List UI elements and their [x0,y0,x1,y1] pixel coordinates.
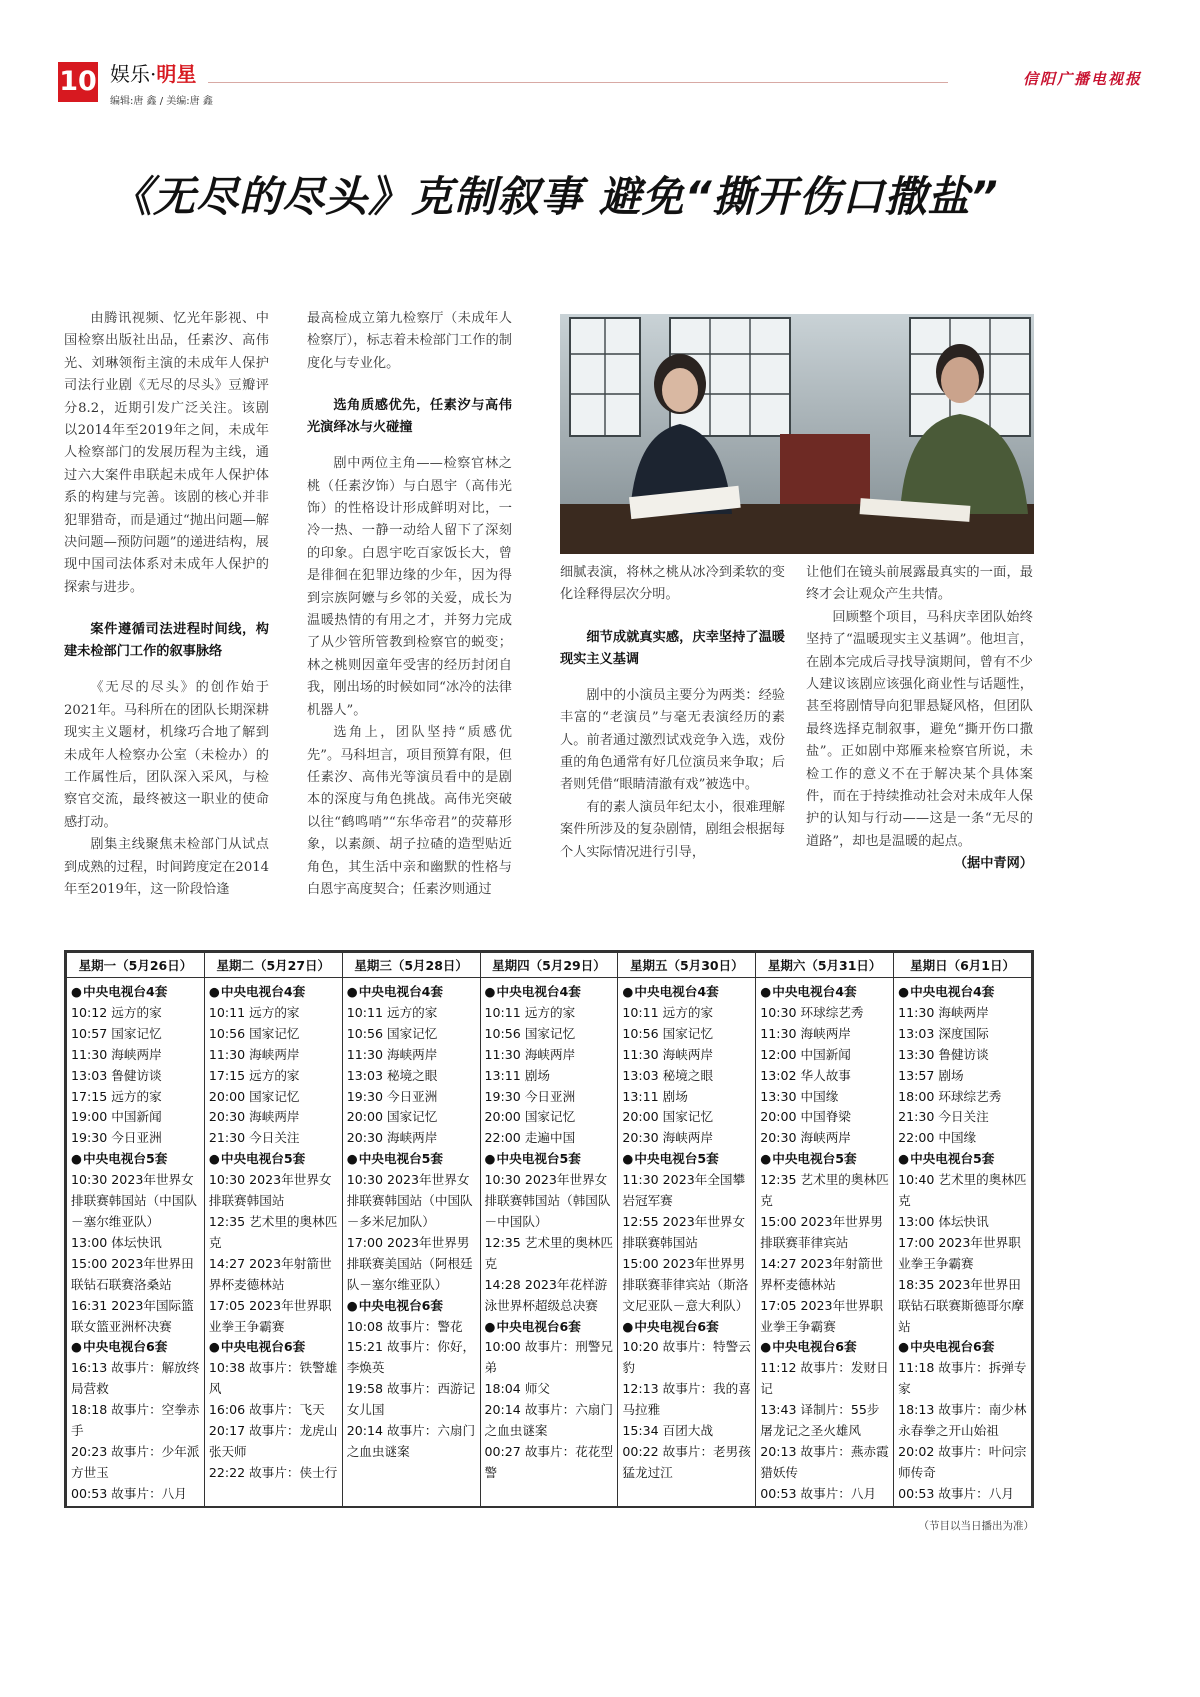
program-item: 13:43 译制片：55步屠龙记之圣火雄风 [760,1402,880,1439]
program-item: 10:38 故事片：铁警雄风 [208,1360,338,1397]
program-item: 20:30 海峡两岸 [208,1109,300,1125]
paragraph: 有的素人演员年纪太小，很难理解案件所涉及的复杂剧情，剧组会根据每个人实际情况进行引导， [560,799,785,860]
paragraph: 由腾讯视频、忆光年影视、中国检察出版社出品，任素汐、高伟光、刘琳领衔主演的未成年人保护司法行业剧《无尽的尽头》豆瓣评分8.2，近期引发广泛关注。该剧以2014年至2019年之间，未成年人检察部门的发展历程为主线，通过六大案件串联起未成年人保护体系的构建与完善。该剧的核心并非犯罪猎奇，而是通过“抛出问题—解决问题—预防问题”的递进结构，展现中国司法体系对未成年人保护的探索与进步。 [64,311,269,595]
schedule-day-header: 星期五（5月30日） [618,953,756,978]
channel-name: ● 中央电视台5套 [898,1149,1028,1170]
program-item: 15:34 百团大战 [622,1423,714,1439]
program-item: 10:11 远方的家 [346,1004,438,1020]
channel-name: ● 中央电视台5套 [347,1149,477,1170]
headline: 《无尽的尽头》克制叙事 避免“撕开伤口撒盐” [110,172,999,221]
program-item: 17:15 远方的家 [208,1067,300,1083]
channel-name: ● 中央电视台6套 [760,1337,890,1358]
page-number: 10 [58,62,98,102]
paragraph: 让他们在镜头前展露最真实的一面，最终才会让观众产生共情。 [806,565,1033,603]
program-item: 17:00 2023年世界职业拳王争霸赛 [898,1234,1021,1271]
photo-illustration [560,314,1034,554]
channel-name: ● 中央电视台4套 [209,982,339,1003]
schedule-body-row [67,978,1032,1507]
program-item: 19:00 中国新闻 [71,1109,162,1125]
program-item: 20:00 国家记忆 [622,1109,714,1125]
section-subname: 明星 [156,62,197,86]
article-column-3 [560,562,785,864]
schedule-day-column [67,978,205,1507]
program-item: 18:13 故事片：南少林永春拳之开山始祖 [898,1402,1027,1439]
program-item: 19:30 今日亚洲 [484,1088,576,1104]
article-column-1 [64,308,269,901]
program-item: 00:27 故事片：花花型警 [484,1443,613,1480]
program-item: 11:30 海峡两岸 [208,1046,300,1062]
program-item: 12:13 故事片：我的喜马拉雅 [622,1381,751,1418]
schedule-day-column [756,978,894,1507]
program-item: 13:30 鲁健访谈 [898,1046,989,1062]
schedule-day-header: 星期日（6月1日） [894,953,1032,978]
channel-name: ● 中央电视台4套 [898,982,1028,1003]
channel-name: ● 中央电视台6套 [209,1337,339,1358]
channel-name: ● 中央电视台4套 [622,982,752,1003]
program-item: 11:30 海峡两岸 [71,1046,162,1062]
program-item: 16:13 故事片：解放终局营救 [71,1360,200,1397]
schedule-day-column [480,978,618,1507]
channel-name: ● 中央电视台6套 [71,1337,201,1358]
program-item: 10:20 故事片：特警云豹 [622,1339,751,1376]
program-item: 20:23 故事片：少年派方世玉 [71,1443,200,1480]
schedule-day-column [894,978,1032,1507]
schedule-day-header: 星期六（5月31日） [756,953,894,978]
channel-name: ● 中央电视台6套 [622,1317,752,1338]
program-item: 11:30 海峡两岸 [898,1004,989,1020]
channel-name: ● 中央电视台6套 [898,1337,1028,1358]
paragraph: 回顾整个项目，马科庆幸团队始终坚持了“温暖现实主义基调”。他坦言，在剧本完成后寻找导演期间，曾有不少人建议该剧应该强化商业性与话题性，甚至将剧情导向犯罪悬疑风格，但团队最终选择克制叙事，避免“撕开伤口撒盐”。正如剧中郑雁来检察官所说，未检工作的意义不在于解决某个具体案件，而在于持续推动社会对未成年人保护的认知与行动——这是一条“无尽的道路”，却也是温暖的起点。 [806,609,1033,849]
program-item: 13:00 体坛快讯 [71,1234,162,1250]
schedule-day-header: 星期四（5月29日） [480,953,618,978]
header-divider [208,82,948,83]
program-item: 10:11 远方的家 [208,1004,300,1020]
program-item: 15:00 2023年世界男排联赛菲律宾站 [760,1213,883,1250]
program-item: 11:30 2023年全国攀岩冠军赛 [622,1172,746,1209]
tv-schedule-table [66,952,1032,1506]
program-item: 10:56 国家记忆 [208,1025,300,1041]
program-item: 22:22 故事片：侠士行 [208,1464,338,1480]
section-title [110,58,196,87]
program-item: 20:00 国家记忆 [208,1088,300,1104]
program-item: 00:22 故事片：老男孩猛龙过江 [622,1443,751,1480]
program-item: 20:00 国家记忆 [484,1109,576,1125]
channel-name: ● 中央电视台4套 [760,982,890,1003]
program-item: 10:30 2023年世界女排联赛韩国站（中国队－多米尼加队） [346,1172,473,1229]
program-item: 10:40 艺术里的奥林匹克 [898,1172,1027,1209]
program-item: 10:08 故事片：警花 [346,1318,463,1334]
paragraph: 《无尽的尽头》的创作始于2021年。马科所在的团队长期深耕现实主义题材，机缘巧合地了解到未成年人检察办公室（未检办）的工作属性后，团队深入采风，与检察官交流，最终被这一职业的使命感打动。 [64,680,269,830]
channel-name: ● 中央电视台4套 [71,982,201,1003]
channel-name: ● 中央电视台5套 [622,1149,752,1170]
program-item: 19:58 故事片：西游记女儿国 [346,1381,476,1418]
program-item: 21:30 今日关注 [898,1109,989,1125]
schedule-day-header: 星期三（5月28日） [342,953,480,978]
program-item: 15:21 故事片：你好，李焕英 [346,1339,476,1376]
program-item: 11:30 海峡两岸 [622,1046,714,1062]
program-item: 12:35 艺术里的奥林匹克 [208,1213,338,1250]
program-item: 00:53 故事片：八月 [760,1485,877,1501]
program-item: 13:00 体坛快讯 [898,1213,989,1229]
program-item: 14:27 2023年射箭世界杯麦德林站 [208,1255,332,1292]
program-item: 10:56 国家记忆 [346,1025,438,1041]
channel-name: ● 中央电视台5套 [71,1149,201,1170]
channel-name: ● 中央电视台5套 [485,1149,615,1170]
program-item: 22:00 走遍中国 [484,1130,576,1146]
program-item: 10:56 国家记忆 [484,1025,576,1041]
program-item: 20:30 海峡两岸 [346,1130,438,1146]
program-item: 16:31 2023年国际篮联女篮亚洲杯决赛 [71,1297,194,1334]
program-item: 17:05 2023年世界职业拳王争霸赛 [208,1297,332,1334]
program-item: 12:35 艺术里的奥林匹克 [760,1172,889,1209]
paragraph: 剧集主线聚焦未检部门从试点到成熟的过程，时间跨度定在2014年至2019年，这一阶段恰逢 [64,837,269,897]
paragraph: 剧中两位主角——检察官林之桃（任素汐饰）与白恩宇（高伟光饰）的性格设计形成鲜明对比，一冷一热、一静一动给人留下了深刻的印象。白恩宇吃百家饭长大，曾是徘徊在犯罪边缘的少年，因为得到宗族阿嬷与乡邻的关爱，成长为温暖热情的有用之才，并努力完成了从少管所管教到检察官的蜕变；林之桃则因童年受害的经历封闭自我，刚出场的时候如同“冰冷的法律机器人”。 [307,456,512,718]
schedule-day-column [204,978,342,1507]
program-item: 18:04 师父 [484,1381,551,1397]
article-column-4 [806,562,1033,876]
program-item: 10:11 远方的家 [484,1004,576,1020]
program-item: 10:30 2023年世界女排联赛韩国站（中国队－塞尔维亚队） [71,1172,197,1229]
article-source: （据中青网） [953,856,1033,872]
tv-schedule [64,950,1034,1508]
schedule-header-row [67,953,1032,978]
paragraph: 细腻表演，将林之桃从冰冷到柔软的变化诠释得层次分明。 [560,565,785,603]
program-item: 18:00 环球综艺秀 [898,1088,1002,1104]
program-item: 17:05 2023年世界职业拳王争霸赛 [760,1297,883,1334]
schedule-day-header: 星期一（5月26日） [67,953,205,978]
program-item: 15:00 2023年世界田联钻石联赛洛桑站 [71,1255,194,1292]
channel-name: ● 中央电视台4套 [347,982,477,1003]
program-item: 20:14 故事片：六扇门之血虫谜案 [484,1402,613,1439]
program-item: 13:30 中国缘 [760,1088,839,1104]
program-item: 20:00 国家记忆 [346,1109,438,1125]
schedule-day-column [342,978,480,1507]
program-item: 11:12 故事片：发财日记 [760,1360,889,1397]
program-item: 22:00 中国缘 [898,1130,977,1146]
program-item: 13:03 秘境之眼 [346,1067,438,1083]
program-item: 13:11 剧场 [484,1067,551,1083]
channel-name: ● 中央电视台5套 [760,1149,890,1170]
program-item: 19:30 今日亚洲 [346,1088,438,1104]
schedule-day-column [618,978,756,1507]
schedule-note: （节目以当日播出为准） [918,1520,1034,1532]
program-item: 10:30 2023年世界女排联赛韩国站（韩国队－中国队） [484,1172,611,1229]
program-item: 10:57 国家记忆 [71,1025,162,1041]
program-item: 18:35 2023年世界田联钻石联赛斯德哥尔摩站 [898,1276,1024,1334]
program-item: 10:11 远方的家 [622,1004,714,1020]
program-item: 20:14 故事片：六扇门之血虫谜案 [346,1423,476,1459]
program-item: 10:30 2023年世界女排联赛韩国站 [208,1172,332,1209]
program-item: 14:28 2023年花样游泳世界杯超级总决赛 [484,1276,608,1313]
program-item: 13:03 鲁健访谈 [71,1067,162,1083]
paragraph: 选角上，团队坚持“质感优先”。马科坦言，项目预算有限，但任素汐、高伟光等演员看中的是剧本的深度与角色挑战。高伟光突破以往“鹤鸣哨”“东华帝君”的荧幕形象，以素颜、胡子拉碴的造型贴近角色，其生活中亲和幽默的性格与白恩宇高度契合；任素汐则通过 [307,725,512,897]
article-column-2 [307,308,512,901]
program-item: 00:53 故事片：八月 [898,1485,1014,1501]
subheading: 案件遵循司法进程时间线，构建未检部门工作的叙事脉络 [64,622,269,660]
program-item: 17:00 2023年世界男排联赛美国站（阿根廷队－塞尔维亚队） [346,1234,473,1292]
program-item: 20:30 海峡两岸 [760,1130,851,1146]
program-item: 14:27 2023年射箭世界杯麦德林站 [760,1255,883,1292]
channel-name: ● 中央电视台6套 [485,1317,615,1338]
program-item: 11:30 海峡两岸 [484,1046,576,1062]
section-name: 娱乐· [110,62,157,86]
program-item: 20:17 故事片：龙虎山张天师 [208,1423,338,1459]
program-item: 11:30 海峡两岸 [346,1046,438,1062]
program-item: 10:00 故事片：刑警兄弟 [484,1339,613,1376]
program-item: 13:03 秘境之眼 [622,1067,714,1083]
program-item: 10:30 环球综艺秀 [760,1004,864,1020]
program-item: 10:56 国家记忆 [622,1025,714,1041]
drama-still-photo [560,314,1034,554]
program-item: 15:00 2023年世界男排联赛菲律宾站（斯洛文尼亚队－意大利队） [622,1255,749,1313]
program-item: 20:30 海峡两岸 [622,1130,714,1146]
program-item: 19:30 今日亚洲 [71,1130,162,1146]
paragraph: 剧中的小演员主要分为两类：经验丰富的“老演员”与毫无表演经历的素人。前者通过激烈试戏竞争入选，戏份重的角色通常有好几位演员来争取；后者则凭借“眼睛清澈有戏”被选中。 [560,687,785,793]
program-item: 13:11 剧场 [622,1088,688,1104]
program-item: 20:02 故事片：叶问宗师传奇 [898,1443,1027,1480]
page-header [58,62,1142,122]
schedule-day-header: 星期二（5月27日） [204,953,342,978]
program-item: 12:35 艺术里的奥林匹克 [484,1234,613,1271]
program-item: 11:30 海峡两岸 [760,1025,851,1041]
program-item: 13:57 剧场 [898,1067,964,1083]
program-item: 12:55 2023年世界女排联赛韩国站 [622,1213,746,1250]
channel-name: ● 中央电视台4套 [485,982,615,1003]
program-item: 10:12 远方的家 [71,1004,162,1020]
program-item: 17:15 远方的家 [71,1088,162,1104]
subheading: 选角质感优先，任素汐与高伟光演绎冰与火碰撞 [307,398,512,436]
program-item: 18:18 故事片：空拳赤手 [71,1402,200,1439]
newspaper-name: 信阳广播电视报 [1022,70,1142,88]
program-item: 16:06 故事片：飞天 [208,1402,325,1418]
editor-credits: 编辑:唐 鑫 / 美编:唐 鑫 [110,96,213,107]
program-item: 00:53 故事片：八月 [71,1485,187,1501]
program-item: 20:13 故事片：燕赤霞猎妖传 [760,1443,889,1480]
channel-name: ● 中央电视台6套 [347,1296,477,1317]
program-item: 12:00 中国新闻 [760,1046,851,1062]
program-item: 20:00 中国脊梁 [760,1109,851,1125]
channel-name: ● 中央电视台5套 [209,1149,339,1170]
program-item: 13:02 华人故事 [760,1067,851,1083]
program-item: 21:30 今日关注 [208,1130,300,1146]
program-item: 13:03 深度国际 [898,1025,989,1041]
paragraph: 最高检成立第九检察厅（未成年人检察厅），标志着未检部门工作的制度化与专业化。 [307,311,512,371]
program-item: 11:18 故事片：拆弹专家 [898,1360,1027,1397]
subheading: 细节成就真实感，庆幸坚持了温暖现实主义基调 [560,629,785,667]
